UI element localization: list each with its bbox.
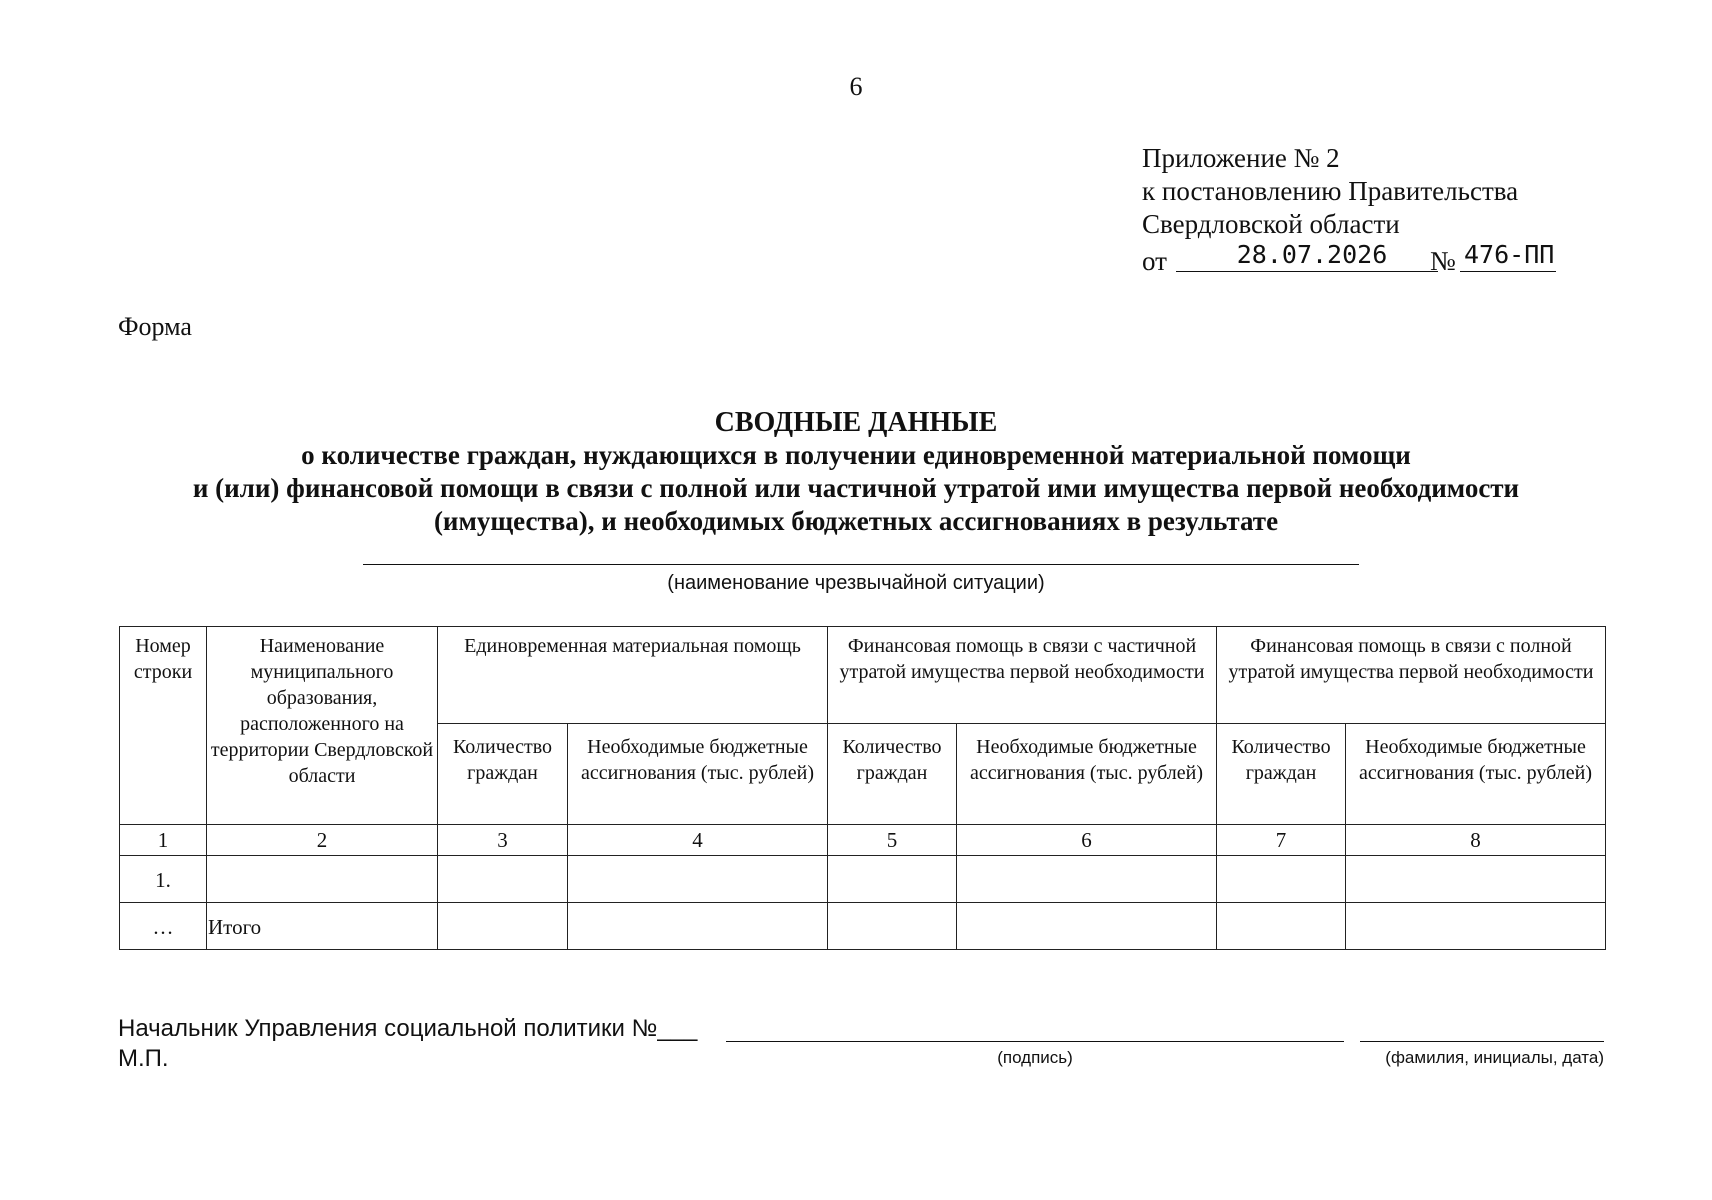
page-number: 6 — [849, 72, 863, 101]
seal-mark: М.П. — [118, 1045, 169, 1072]
data-cell — [828, 856, 957, 903]
signatory-position: Начальник Управления социальной политики №___ — [118, 1015, 698, 1042]
data-cell — [957, 903, 1217, 950]
appendix-block — [1142, 142, 1555, 279]
appendix-date-number-row — [1142, 240, 1555, 279]
signature-caption: (подпись) — [997, 1048, 1073, 1067]
appendix-line-2: к постановлению Правительства — [1142, 176, 1519, 206]
column-number: 1 — [120, 825, 207, 856]
header-budget-needed: Необходимые бюджетные ассигнования (тыс. рублей) — [957, 724, 1217, 825]
column-number: 5 — [828, 825, 957, 856]
title-main: СВОДНЫЕ ДАННЫЕ — [714, 407, 998, 438]
header-full-loss-aid: Финансовая помощь в связи с полной утратой имущества первой необходимости — [1217, 627, 1606, 724]
header-citizens-count: Количество граждан — [438, 724, 568, 825]
signature-block — [118, 1014, 697, 1074]
summary-table — [119, 626, 1606, 950]
title-line-2: и (или) финансовой помощи в связи с полной или частичной утратой ими имущества первой необходимости — [192, 473, 1520, 503]
document-title — [0, 406, 1712, 538]
data-cell — [1346, 903, 1606, 950]
header-citizens-count: Количество граждан — [828, 724, 957, 825]
name-line — [1360, 1041, 1604, 1042]
date-prefix: от — [1142, 246, 1167, 276]
column-number: 4 — [568, 825, 828, 856]
signature-line — [726, 1041, 1344, 1042]
row-number-cell: 1. — [120, 856, 207, 903]
column-number: 7 — [1217, 825, 1346, 856]
resolution-date: 28.07.2026 — [1176, 239, 1438, 272]
header-municipality: Наименование муниципального образования, расположенного на территории Свердловской области — [207, 627, 438, 825]
data-cell — [1217, 856, 1346, 903]
header-budget-needed: Необходимые бюджетные ассигнования (тыс. рублей) — [1346, 724, 1606, 825]
data-cell — [957, 856, 1217, 903]
title-line-3: (имущества), и необходимых бюджетных ассигнованиях в результате — [433, 506, 1279, 536]
resolution-number: 476-ПП — [1460, 239, 1556, 272]
municipality-cell — [207, 856, 438, 903]
number-sign: № — [1430, 246, 1456, 276]
data-cell — [1217, 903, 1346, 950]
data-cell — [828, 903, 957, 950]
column-number: 3 — [438, 825, 568, 856]
title-line-1: о количестве граждан, нуждающихся в получении единовременной материальной помощи — [301, 440, 1411, 470]
data-cell — [568, 856, 828, 903]
data-cell — [438, 856, 568, 903]
table-header-row-1 — [120, 627, 1606, 724]
data-cell — [1346, 856, 1606, 903]
municipality-cell: Итого — [207, 903, 438, 950]
situation-caption: (наименование чрезвычайной ситуации) — [667, 572, 1045, 594]
data-cell — [438, 903, 568, 950]
column-number-row — [120, 825, 1606, 856]
header-budget-needed: Необходимые бюджетные ассигнования (тыс. рублей) — [568, 724, 828, 825]
column-number: 8 — [1346, 825, 1606, 856]
header-row-number: Номер строки — [120, 627, 207, 825]
form-label: Форма — [118, 312, 192, 341]
column-number: 6 — [957, 825, 1217, 856]
header-partial-loss-aid: Финансовая помощь в связи с частичной утратой имущества первой необходимости — [828, 627, 1217, 724]
data-cell — [568, 903, 828, 950]
appendix-line-1: Приложение № 2 — [1142, 143, 1340, 173]
appendix-line-3: Свердловской области — [1142, 209, 1400, 239]
row-number-cell: … — [120, 903, 207, 950]
header-citizens-count: Количество граждан — [1217, 724, 1346, 825]
name-caption: (фамилия, инициалы, дата) — [1385, 1048, 1604, 1067]
table-row-total — [120, 903, 1606, 950]
header-one-time-aid: Единовременная материальная помощь — [438, 627, 828, 724]
situation-fill-line — [363, 564, 1359, 565]
column-number: 2 — [207, 825, 438, 856]
table-row — [120, 856, 1606, 903]
